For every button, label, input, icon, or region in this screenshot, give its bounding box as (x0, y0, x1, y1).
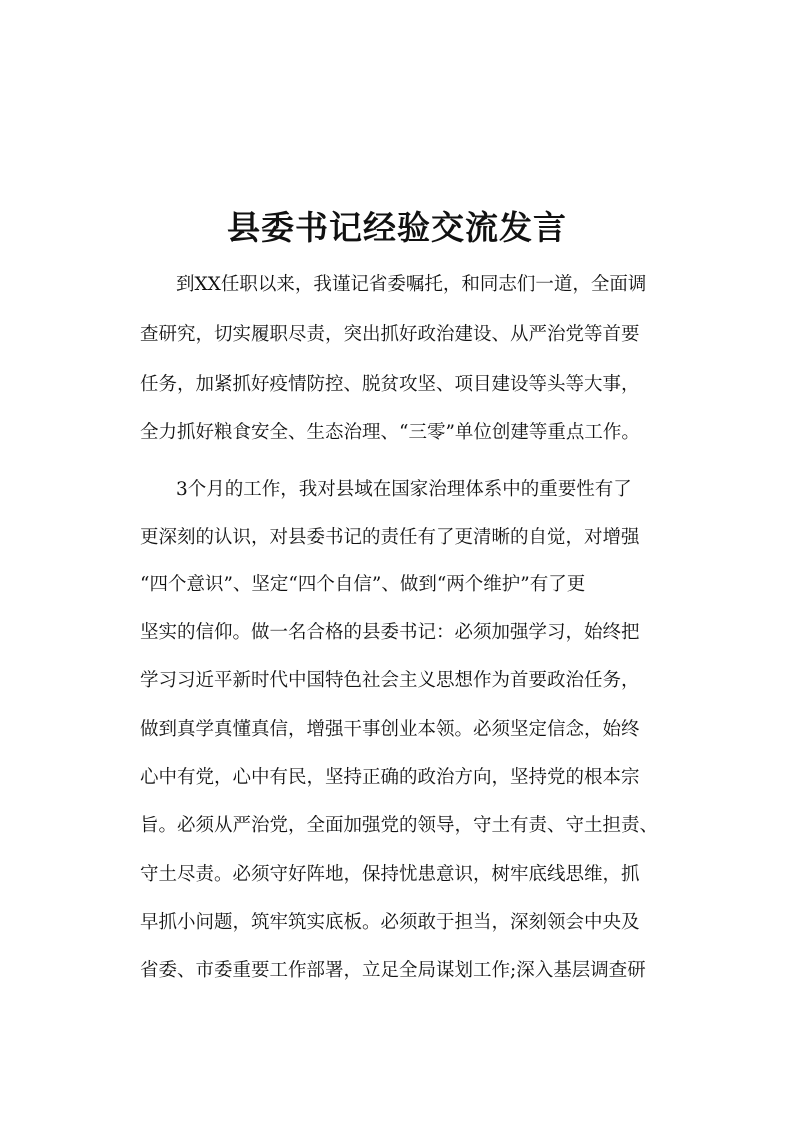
paragraph-1-line-3: 任务，加紧抓好疫情防控、脱贫攻坚、项目建设等头等大事， (140, 374, 640, 395)
paragraph-1-line-2: 查研究，切实履职尽责，突出抓好政治建设、从严治党等首要 (140, 324, 640, 345)
paragraph-2-line-8: 旨。必须从严治党，全面加强党的领导，守土有责、守土担责、 (140, 815, 659, 836)
paragraph-1-line-1: 到XX任职以来，我谨记省委嘱托，和同志们一道，全面调 (176, 274, 647, 295)
paragraph-2-line-1: 3个月的工作，我对县域在国家治理体系中的重要性有了 (176, 479, 632, 500)
document-title: 县委书记经验交流发言 (227, 208, 567, 247)
paragraph-1-line-4: 全力抓好粮食安全、生态治理、“三零”单位创建等重点工作。 (140, 422, 640, 443)
paragraph-2-line-6: 做到真学真懂真信，增强干事创业本领。必须坚定信念，始终 (140, 719, 640, 740)
paragraph-2-line-2: 更深刻的认识，对县委书记的责任有了更清晰的自觉，对增强 (140, 527, 640, 548)
paragraph-2-line-9: 守土尽责。必须守好阵地，保持忧患意识，树牢底线思维，抓 (140, 864, 640, 885)
paragraph-2-line-5: 学习习近平新时代中国特色社会主义思想作为首要政治任务， (140, 670, 640, 691)
paragraph-2-line-11: 省委、市委重要工作部署，立足全局谋划工作;深入基层调查研 (140, 960, 646, 981)
paragraph-2-line-7: 心中有党，心中有民，坚持正确的政治方向，坚持党的根本宗 (140, 767, 640, 788)
paragraph-2-line-3: “四个意识”、坚定“四个自信”、做到“两个维护”有了更 (140, 574, 586, 595)
paragraph-2-line-4: 坚实的信仰。做一名合格的县委书记：必须加强学习，始终把 (140, 622, 640, 643)
paragraph-2-line-10: 早抓小问题，筑牢筑实底板。必须敢于担当，深刻领会中央及 (140, 912, 640, 933)
